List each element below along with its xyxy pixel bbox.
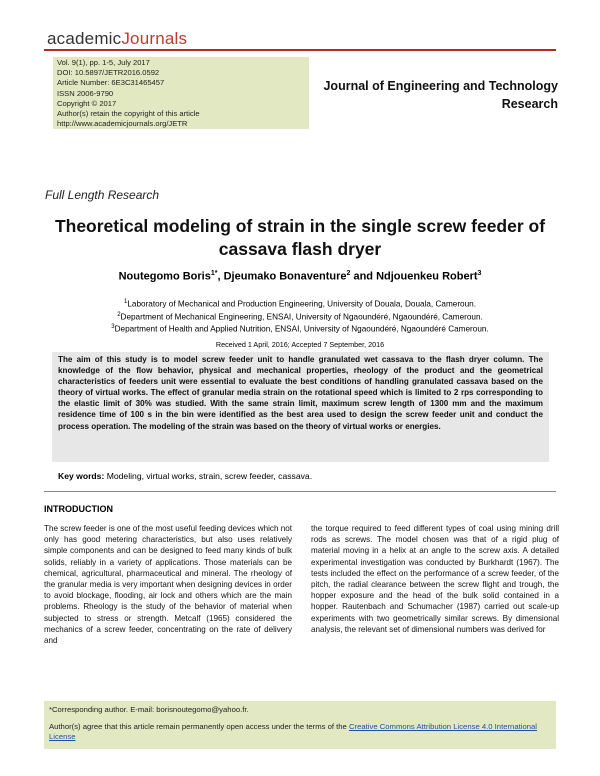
abstract-text: The aim of this study is to model screw feeder unit to handle granulated wet cassava to the flash dryer column. The knowledge of the flow behavior, physical and mechanical properties, rheology of the product and the geometrical characteristics of feeders unit were essential to evaluate the best conditions of handling granulated cassava based on the theory of virtual works. The effect of granular media strain on the rotational speed which is limited to 2 rps corresponding to the elastic limit of 30% was studied. With the same strain limit, maximum screw length of 1300 mm and the maximum residence time of 100 s in the bin were identified as the best area used to design the screw feeder unit and conduct the process operation. The modeling of the strain was based on the theory of virtual works or energies. xyxy=(58,355,543,431)
intro-paragraph-right: the torque required to feed different types of coal using mining drill rods as screws. The model chosen was that of a rigid plug of material moving in a helix at an angle to the screw axis. A detailed experimental investigation was conducted by Burkhardt (1967). The tests included the effect on the performance of a screw feeder, of the pitch, the radial clearance between the screw flight and trough, the hopper exposure and the head of the bulk solid contained in a hopper. Rautenbach and Schumacher (1987) carried out scale-up experiments with two geometrically similar screws. By dimensional analysis, the relevant set of dimensional numbers was derived for xyxy=(311,524,559,634)
article-meta-box xyxy=(53,57,309,129)
logo-academic: academic xyxy=(47,29,122,48)
header-divider xyxy=(44,49,556,51)
meta-copyright: Copyright © 2017 xyxy=(57,98,117,108)
author-list: Noutegomo Boris$^{1*}$, Djeumako Bonaventure$^2$ and Ndjouenkeu Robert$^3$ xyxy=(118,270,482,283)
keywords xyxy=(58,471,312,481)
author-name: Noutegomo Boris xyxy=(118,270,211,283)
keywords-divider xyxy=(44,491,556,492)
publisher-logo xyxy=(47,29,187,49)
meta-rights: Author(s) retain the copyright of this article xyxy=(57,109,200,119)
corresponding-author: *Corresponding author. E-mail: borisnoutegomo@yahoo.fr. xyxy=(49,705,249,714)
meta-article-number: Article Number: 6E3C31465457 xyxy=(57,78,165,88)
author-name: Djeumako Bonaventure xyxy=(223,270,347,283)
section-heading-introduction: INTRODUCTION xyxy=(44,504,113,514)
article-type: Full Length Research xyxy=(45,188,160,202)
article-title: Theoretical modeling of strain in the single screw feeder of cassava flash dryer xyxy=(54,216,546,259)
affiliation: $^2$Department of Mechanical Engineering, ENSAI, University of Ngaoundéré, Ngaoundéré, Cameroun. xyxy=(117,311,483,322)
keywords-text: Modeling, virtual works, strain, screw feeder, cassava. xyxy=(106,471,313,481)
received-dates: Received 1 April, 2016; Accepted 7 September, 2016 xyxy=(215,340,385,349)
affiliation: $^3$Department of Health and Applied Nutrition, ENSAI, University of Ngaoundéré, Ngaoundéré Cameroun. xyxy=(111,324,489,335)
meta-doi: DOI: 10.5897/JETR2016.0592 xyxy=(57,68,160,78)
logo-journals: Journals xyxy=(121,29,188,48)
body-column-right xyxy=(311,523,559,635)
affiliations xyxy=(40,297,560,335)
author-sup: 2 xyxy=(346,270,351,277)
author-sup: 3 xyxy=(477,270,482,277)
author-sup: 1* xyxy=(210,270,218,277)
journal-name xyxy=(316,77,558,113)
abstract-box xyxy=(52,352,549,462)
keywords-label: Key words: xyxy=(58,471,105,481)
meta-issn: ISSN 2006-9790 xyxy=(57,88,114,98)
journal-name-line1: Journal of Engineering and Technology xyxy=(323,79,558,93)
affiliation: $^1$Laboratory of Mechanical and Production Engineering, University of Douala, Douala, Cameroun. xyxy=(124,299,476,309)
meta-url[interactable]: http://www.academicjournals.org/JETR xyxy=(57,119,188,129)
intro-paragraph-left: The screw feeder is one of the most useful feeding devices which not only has good metering characteristics, but also uses relatively simple components and can be designed to feed many kinds of bulk solids, reliably in a variety of applications. Those materials can be chemical, agricultural, pharmaceutical and mineral. The rheology of the granular media is very important when designing devices in order to avoid blockage, flooding, air lock and others which are the main problems. Rheology is the study of the behavior of material when subjected to stress or strength. Metcalf (1965) considered the mechanics of a screw feeder, concentrating on the rate of delivery and xyxy=(44,524,292,646)
meta-volume: Vol. 9(1), pp. 1-5, July 2017 xyxy=(57,58,150,67)
footnote-box xyxy=(44,701,556,749)
license-link[interactable]: Creative Commons Attribution License 4.0 International License xyxy=(49,722,537,741)
journal-name-line2: Research xyxy=(501,97,558,111)
license-note: Author(s) agree that this article remain permanently open access under the terms of the Creative Commons Attribution License 4.0 International License xyxy=(49,722,537,741)
author-name: Ndjouenkeu Robert xyxy=(376,270,478,283)
body-column-left xyxy=(44,523,292,646)
